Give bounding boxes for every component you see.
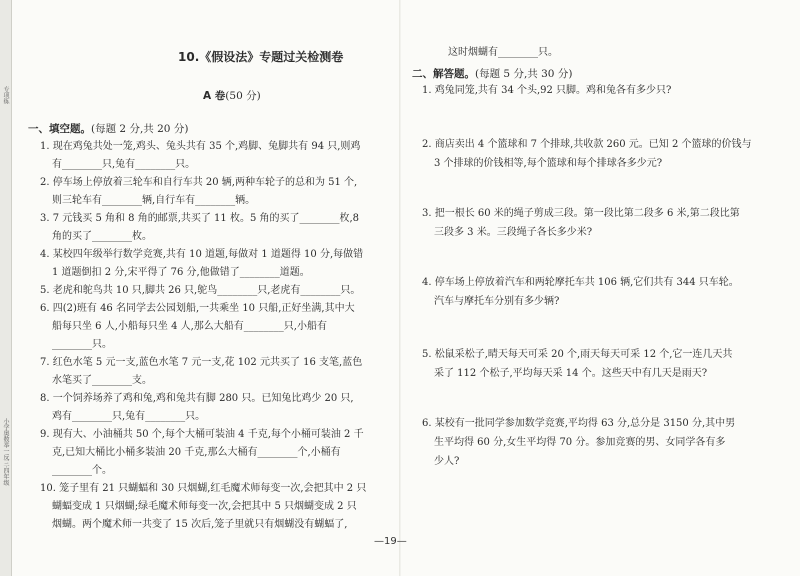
question-line: 8. 一个饲养场养了鸡和兔,鸡和兔共有脚 280 只。已知兔比鸡少 20 只, — [40, 393, 354, 404]
page-title: 10.《假设法》专题过关检测卷 — [178, 50, 344, 64]
paper-label: A 卷 — [203, 90, 226, 102]
question-line: ________个。 — [52, 465, 112, 476]
question-line: 有________只,兔有________只。 — [52, 159, 196, 170]
question-line: ________只。 — [52, 339, 112, 350]
paper-score: (50 分) — [225, 90, 261, 102]
question-line: 5. 老虎和鸵鸟共 10 只,脚共 26 只,鸵鸟________只,老虎有________只。 — [40, 285, 361, 296]
question-line: 船每只坐 6 人,小船每只坐 4 人,那么大船有________只,小船有 — [52, 321, 327, 332]
question-line: 3 个排球的价钱相等,每个篮球和每个排球各多少元? — [434, 158, 663, 169]
question-line: 2. 停车场上停放着三轮车和自行车共 20 辆,两种车轮子的总和为 51 个, — [40, 177, 358, 188]
question-line: 5. 松鼠采松子,晴天每天可采 20 个,雨天每天可采 12 个,它一连几天共 — [422, 349, 733, 360]
page-number: —19— — [374, 536, 407, 547]
page-gutter — [399, 0, 401, 576]
question-line: 这时烟蝴有________只。 — [448, 47, 558, 58]
question-line: 4. 某校四年级举行数学竞赛,共有 10 道题,每做对 1 道题得 10 分,每做错 — [40, 249, 364, 260]
spine-bottom-label: 小学奥数举一反三·四年级 — [2, 418, 9, 486]
question-line: 则三轮车有________辆,自行车有________辆。 — [52, 195, 256, 206]
question-line: 3. 7 元钱买 5 角和 8 角的邮票,共买了 11 枚。5 角的买了________枚,8 — [40, 213, 360, 224]
question-line: 蝴蝠变成 1 只烟蝴;绿毛魔术师每变一次,会把其中 5 只烟蝴变成 2 只 — [52, 501, 357, 512]
question-line: 2. 商店卖出 4 个篮球和 7 个排球,共收款 260 元。已知 2 个篮球的价钱与 — [422, 139, 752, 150]
question-line: 三段多 3 米。三段绳子各长多少米? — [434, 227, 593, 238]
section-fill-in-header — [28, 121, 188, 136]
question-line: 10. 笼子里有 21 只蝴蝠和 30 只烟蝴,红毛魔术师每变一次,会把其中 2 只 — [40, 483, 367, 494]
section-note: (每题 5 分,共 30 分) — [475, 68, 573, 80]
question-line: 烟蝴。两个魔术师一共变了 15 次后,笼子里就只有烟蝴没有蝴蝠了, — [52, 519, 348, 530]
spine-strip — [0, 0, 12, 576]
section-label: 二、解答题。 — [412, 68, 475, 80]
spine-top-label: 专项练 — [2, 86, 9, 104]
question-line: 少人? — [434, 456, 460, 467]
question-line: 角的买了________枚。 — [52, 231, 152, 242]
question-line: 4. 停车场上停放着汽车和两轮摩托车共 106 辆,它们共有 344 只车轮。 — [422, 277, 739, 288]
question-line: 鸡有________只,兔有________只。 — [52, 411, 206, 422]
section-label: 一、填空题。 — [28, 123, 91, 135]
section-note: (每题 2 分,共 20 分) — [91, 123, 189, 135]
question-line: 生平均得 60 分,女生平均得 70 分。参加竞赛的男、女同学各有多 — [434, 437, 726, 448]
question-line: 汽车与摩托车分别有多少辆? — [434, 296, 560, 307]
paper-subtitle — [203, 88, 261, 103]
question-line: 1. 鸡兔同笼,共有 34 个头,92 只脚。鸡和兔各有多少只? — [422, 85, 672, 96]
question-line: 3. 把一根长 60 米的绳子剪成三段。第一段比第二段多 6 米,第二段比第 — [422, 208, 740, 219]
question-line: 1. 现在鸡兔共处一笼,鸡头、兔头共有 35 个,鸡脚、兔脚共有 94 只,则鸡 — [40, 141, 361, 152]
question-line: 6. 某校有一批同学参加数学竞赛,平均得 63 分,总分是 3150 分,其中男 — [422, 418, 736, 429]
question-line: 水笔买了________支。 — [52, 375, 152, 386]
section-answer-header — [412, 66, 572, 81]
question-line: 1 道题倒扣 2 分,宋平得了 76 分,他做错了________道题。 — [52, 267, 310, 278]
question-line: 克,已知大桶比小桶多装油 20 千克,那么大桶有________个,小桶有 — [52, 447, 341, 458]
question-line: 采了 112 个松子,平均每天采 14 个。这些天中有几天是雨天? — [434, 368, 708, 379]
question-line: 6. 四(2)班有 46 名同学去公园划船,一共乘坐 10 只船,正好坐满,其中大 — [40, 303, 355, 314]
question-line: 9. 现有大、小油桶共 50 个,每个大桶可装油 4 千克,每个小桶可装油 2 千 — [40, 429, 364, 440]
question-line: 7. 红色水笔 5 元一支,蓝色水笔 7 元一支,花 102 元共买了 16 支笔,蓝色 — [40, 357, 363, 368]
